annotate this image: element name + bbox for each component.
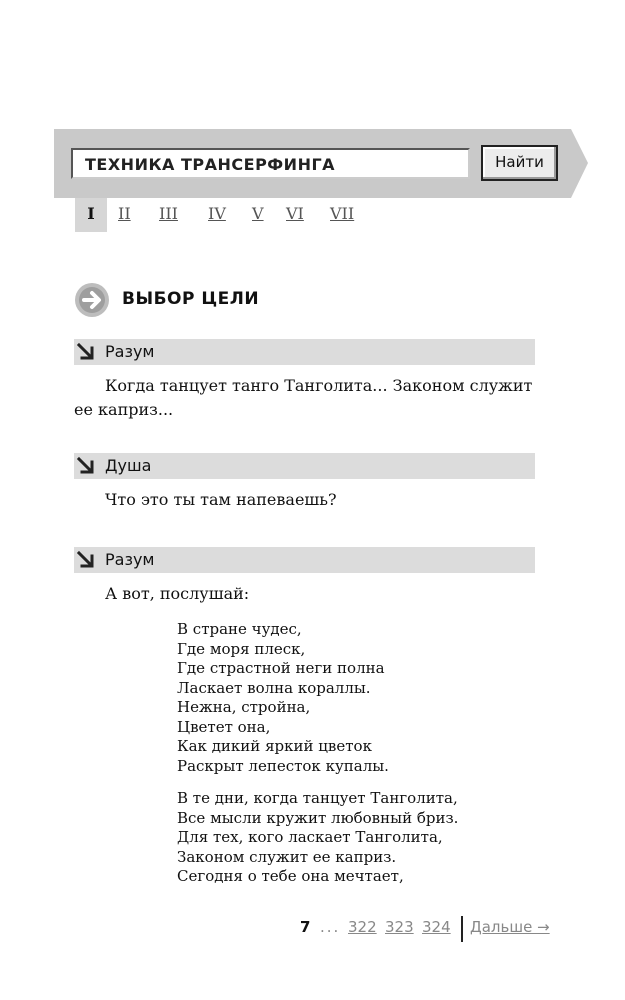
dialogue-text: Что это ты там напеваешь? [105,490,337,509]
verse-stanza [177,789,458,887]
arrow-down-right-icon [76,550,96,570]
verse-line: Нежна, стройна, [177,698,311,716]
page-link-323[interactable]: 323 [385,918,414,936]
section-title: ВЫБОР ЦЕЛИ [122,289,260,309]
speaker-label: Душа [105,456,152,475]
dialogue-text: Когда танцует танго Танголита... Законом служит ее каприз... [74,376,533,419]
tab-4[interactable]: IV [208,204,226,223]
pagination-ellipsis: ... [320,918,341,936]
tab-2[interactable]: II [118,204,131,223]
verse-line: Законом служит ее каприз. [177,847,397,866]
search-input[interactable]: ТЕХНИКА ТРАНСЕРФИНГА [71,148,470,179]
verse-line: Для тех, кого ласкает Танголита, [177,828,443,846]
verse-line: Цветет она, [177,717,271,736]
arrow-right-circle-icon [74,282,110,318]
pagination-divider [461,916,463,942]
dialogue-text: А вот, послушай: [105,584,250,603]
verse-stanza [177,620,389,776]
tab-7[interactable]: VII [330,204,355,223]
current-page-number: 7 [300,918,311,936]
page-link-324[interactable]: 324 [422,918,451,936]
tab-6[interactable]: VI [286,204,304,223]
tab-5[interactable]: V [252,204,264,223]
verse-line: В те дни, когда танцует Танголита, [177,789,458,807]
arrow-down-right-icon [76,342,96,362]
tab-1[interactable]: I [75,198,107,232]
speaker-bar [74,453,535,479]
speaker-label: Разум [105,342,155,361]
verse-line: Раскрыт лепесток купалы. [177,756,389,775]
speaker-label: Разум [105,550,155,569]
page-link-322[interactable]: 322 [348,918,377,936]
speaker-bar [74,547,535,573]
verse-line: Где моря плеск, [177,639,306,658]
tab-3[interactable]: III [159,204,178,223]
verse-line: Все мысли кружит любовный бриз. [177,808,459,827]
search-button[interactable]: Найти [481,145,558,181]
next-page-link[interactable]: Дальше → [470,918,550,936]
verse-line: Сегодня о тебе она мечтает, [177,867,404,885]
verse-line: В стране чудес, [177,620,302,638]
arrow-down-right-icon [76,456,96,476]
verse-line: Ласкает волна кораллы. [177,678,371,697]
verse-line: Где страстной неги полна [177,659,385,677]
verse-line: Как дикий яркий цветок [177,737,372,755]
speaker-bar [74,339,535,365]
